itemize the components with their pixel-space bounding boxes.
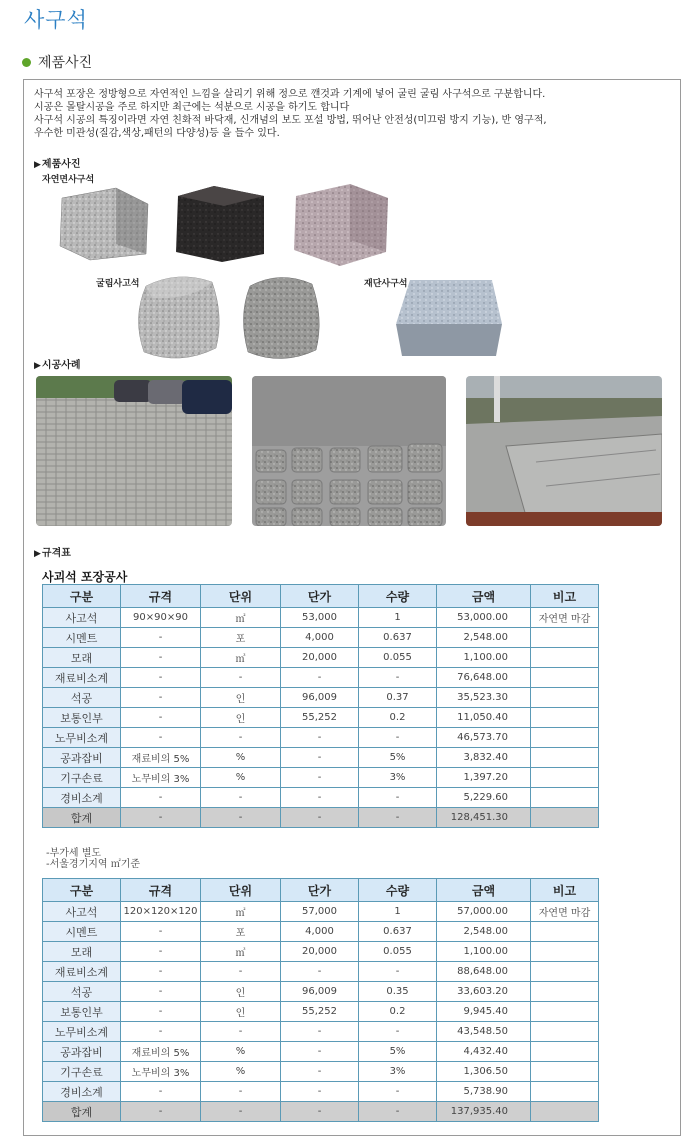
table-row xyxy=(43,982,599,1002)
table-cell: 사고석 xyxy=(43,608,121,628)
description-line: 사구석 시공의 특징이라면 자연 친화적 바닥재, 신개념의 보도 포설 방법, 뛰어난 안전성(미끄럼 방지 기능), 반 영구적, xyxy=(34,115,547,126)
table-cell xyxy=(531,788,599,808)
column-header: 비고 xyxy=(531,585,599,608)
table-cell: - xyxy=(281,1042,359,1062)
table-cell: - xyxy=(281,728,359,748)
table-cell: 3% xyxy=(359,1062,437,1082)
table-cell: 0.637 xyxy=(359,922,437,942)
table-cell: - xyxy=(359,728,437,748)
column-header: 수량 xyxy=(359,879,437,902)
table-cell: 137,935.40 xyxy=(437,1102,531,1122)
table-row xyxy=(43,788,599,808)
table-cell: 모래 xyxy=(43,942,121,962)
table-cell: 128,451.30 xyxy=(437,808,531,828)
column-header: 규격 xyxy=(121,585,201,608)
table-cell xyxy=(531,982,599,1002)
table-cell: 5,229.60 xyxy=(437,788,531,808)
table-cell: 경비소계 xyxy=(43,1082,121,1102)
table-cell xyxy=(531,708,599,728)
table-cell: - xyxy=(121,1082,201,1102)
table-cell xyxy=(531,1082,599,1102)
table-cell: 인 xyxy=(201,688,281,708)
table-cell: - xyxy=(201,1082,281,1102)
table-row xyxy=(43,902,599,922)
table-row xyxy=(43,728,599,748)
table-cell: 3,832.40 xyxy=(437,748,531,768)
table-cell: ㎡ xyxy=(201,902,281,922)
column-header: 단가 xyxy=(281,585,359,608)
table-cell: 0.055 xyxy=(359,942,437,962)
pink-cube-stone-image xyxy=(290,180,390,268)
table-row xyxy=(43,748,599,768)
table-cell: 0.35 xyxy=(359,982,437,1002)
table-cell: 20,000 xyxy=(281,648,359,668)
table-cell: - xyxy=(281,748,359,768)
table-row xyxy=(43,942,599,962)
table-row xyxy=(43,768,599,788)
table-cell: - xyxy=(121,728,201,748)
table-cell: 76,648.00 xyxy=(437,668,531,688)
table-cell: 인 xyxy=(201,982,281,1002)
table-cell: 자연면 마감 xyxy=(531,902,599,922)
table-cell: - xyxy=(121,688,201,708)
table-cell: - xyxy=(201,1022,281,1042)
table-cell: 공과잡비 xyxy=(43,748,121,768)
table-cell: 11,050.40 xyxy=(437,708,531,728)
table-cell: - xyxy=(121,788,201,808)
table-cell xyxy=(531,688,599,708)
table-cell: 기구손료 xyxy=(43,1062,121,1082)
table-cell: 1 xyxy=(359,902,437,922)
table-cell: 35,523.30 xyxy=(437,688,531,708)
note-line: -서울경기지역 ㎡기준 xyxy=(46,859,141,870)
table-cell: 노무비소계 xyxy=(43,728,121,748)
table-cell xyxy=(531,1102,599,1122)
section-title: 제품사진 xyxy=(38,55,93,71)
label-rolled-stone: 굴림사고석 xyxy=(96,279,140,289)
table-cell: % xyxy=(201,1042,281,1062)
table-cell: 0.2 xyxy=(359,1002,437,1022)
column-header: 단위 xyxy=(201,879,281,902)
table-cell: 2,548.00 xyxy=(437,628,531,648)
table-cell: 4,000 xyxy=(281,628,359,648)
table-cell xyxy=(531,748,599,768)
column-header: 단위 xyxy=(201,585,281,608)
table-cell: - xyxy=(359,668,437,688)
table-cell: 0.2 xyxy=(359,708,437,728)
column-header: 단가 xyxy=(281,879,359,902)
table-row xyxy=(43,1062,599,1082)
column-header: 구분 xyxy=(43,879,121,902)
table-row xyxy=(43,648,599,668)
table-cell xyxy=(531,1022,599,1042)
table-cell: - xyxy=(121,922,201,942)
subheading-photos: ▶제품사진 xyxy=(34,159,81,170)
table-cell xyxy=(531,668,599,688)
table-cell: - xyxy=(121,1002,201,1022)
table-cell: 53,000 xyxy=(281,608,359,628)
table-cell: 55,252 xyxy=(281,1002,359,1022)
table-cell: - xyxy=(281,768,359,788)
table-cell: - xyxy=(281,1082,359,1102)
table-cell: - xyxy=(121,942,201,962)
table-cell: - xyxy=(201,1102,281,1122)
section-heading xyxy=(22,52,92,72)
table-row xyxy=(43,1042,599,1062)
table-cell: - xyxy=(359,1102,437,1122)
notes xyxy=(46,848,140,870)
case-photo-plaza xyxy=(466,376,662,526)
table-cell: - xyxy=(121,668,201,688)
table-cell: 석공 xyxy=(43,982,121,1002)
table-cell: 공과잡비 xyxy=(43,1042,121,1062)
case-photo-closeup xyxy=(252,376,446,526)
table-cell: % xyxy=(201,768,281,788)
page-title: 사구석 xyxy=(24,8,88,32)
table-header-row xyxy=(43,879,599,902)
table-cell: 인 xyxy=(201,1002,281,1022)
table-row xyxy=(43,1002,599,1022)
table-cell: 53,000.00 xyxy=(437,608,531,628)
table-cell: ㎥ xyxy=(201,648,281,668)
table-cell: 인 xyxy=(201,708,281,728)
description-line: 사구석 포장은 정방형으로 자연적인 느낌을 살리기 위해 정으로 깬것과 기계에 넣어 굴린 굴림 사구석으로 구분합니다. xyxy=(34,89,546,100)
table-cell xyxy=(531,922,599,942)
table-cell: - xyxy=(121,982,201,1002)
cut-stone-image xyxy=(392,278,504,360)
spec-table-90 xyxy=(42,584,599,828)
table-cell: 88,648.00 xyxy=(437,962,531,982)
table-cell: - xyxy=(281,1022,359,1042)
table-row xyxy=(43,628,599,648)
table-cell xyxy=(531,728,599,748)
table-cell: - xyxy=(281,788,359,808)
table-cell: 5% xyxy=(359,1042,437,1062)
table-row xyxy=(43,708,599,728)
column-header: 비고 xyxy=(531,879,599,902)
note-line: -부가세 별도 xyxy=(46,848,102,859)
table-cell: 2,548.00 xyxy=(437,922,531,942)
table-row xyxy=(43,1102,599,1122)
table-cell: 사고석 xyxy=(43,902,121,922)
table-cell: 55,252 xyxy=(281,708,359,728)
table-cell: 경비소계 xyxy=(43,788,121,808)
column-header: 수량 xyxy=(359,585,437,608)
table-cell: - xyxy=(121,648,201,668)
table-cell: - xyxy=(201,788,281,808)
table-cell: 120×120×120 xyxy=(121,902,201,922)
column-header: 금액 xyxy=(437,879,531,902)
table-row xyxy=(43,1022,599,1042)
bullet-dot-icon xyxy=(22,58,31,67)
table-cell: 모래 xyxy=(43,648,121,668)
description xyxy=(34,88,669,140)
table-row xyxy=(43,962,599,982)
table-cell: - xyxy=(281,1102,359,1122)
table-cell: 합계 xyxy=(43,1102,121,1122)
table-row xyxy=(43,922,599,942)
table-cell: - xyxy=(359,962,437,982)
table-cell: - xyxy=(121,628,201,648)
table-cell: 보통인부 xyxy=(43,1002,121,1022)
table-cell: 0.37 xyxy=(359,688,437,708)
table-cell: 3% xyxy=(359,768,437,788)
table-header-row xyxy=(43,585,599,608)
table-cell: 재료비의 5% xyxy=(121,748,201,768)
table-cell: 석공 xyxy=(43,688,121,708)
table-row xyxy=(43,808,599,828)
table-cell xyxy=(531,942,599,962)
table-row xyxy=(43,608,599,628)
black-cube-stone-image xyxy=(174,184,266,262)
case-photo-parking-lot xyxy=(36,376,232,526)
subheading-spec: ▶규격표 xyxy=(34,548,71,559)
table-cell: - xyxy=(121,1102,201,1122)
subheading-cases: ▶시공사례 xyxy=(34,360,81,371)
table-cell: 기구손료 xyxy=(43,768,121,788)
triangle-bullet-icon: ▶ xyxy=(34,361,41,371)
table-cell: 시멘트 xyxy=(43,628,121,648)
table-cell: 20,000 xyxy=(281,942,359,962)
table-caption: 사괴석 포장공사 xyxy=(42,570,128,584)
content-box xyxy=(23,79,681,1136)
table-cell: - xyxy=(121,1022,201,1042)
natural-cube-stone-image xyxy=(58,184,150,262)
table-cell: 57,000 xyxy=(281,902,359,922)
table-cell: 46,573.70 xyxy=(437,728,531,748)
table-cell: 재료비의 5% xyxy=(121,1042,201,1062)
table-cell: 90×90×90 xyxy=(121,608,201,628)
table-cell: 노무비의 3% xyxy=(121,1062,201,1082)
table-cell: 자연면 마감 xyxy=(531,608,599,628)
table-row xyxy=(43,688,599,708)
table-cell xyxy=(531,1062,599,1082)
table-cell: 재료비소계 xyxy=(43,668,121,688)
table-cell: 1,397.20 xyxy=(437,768,531,788)
table-cell: 1 xyxy=(359,608,437,628)
label-cut-stone: 재단사구석 xyxy=(364,279,408,289)
triangle-bullet-icon: ▶ xyxy=(34,160,41,170)
table-cell: 합계 xyxy=(43,808,121,828)
table-cell: - xyxy=(281,962,359,982)
table-cell: - xyxy=(281,808,359,828)
table-cell xyxy=(531,1042,599,1062)
table-cell: - xyxy=(201,728,281,748)
table-cell: - xyxy=(281,1062,359,1082)
description-line: 시공은 몰탈시공을 주로 하지만 최근에는 석분으로 시공을 하기도 합니다 xyxy=(34,102,350,113)
table-cell: 보통인부 xyxy=(43,708,121,728)
table-cell: 0.055 xyxy=(359,648,437,668)
column-header: 구분 xyxy=(43,585,121,608)
table-cell: 포 xyxy=(201,922,281,942)
table-cell xyxy=(531,628,599,648)
table-cell: 96,009 xyxy=(281,688,359,708)
table-cell: 재료비소계 xyxy=(43,962,121,982)
label-natural-stone: 자연면사구석 xyxy=(42,175,95,185)
table-cell: 1,306.50 xyxy=(437,1062,531,1082)
table-cell: - xyxy=(201,808,281,828)
table-cell: 57,000.00 xyxy=(437,902,531,922)
rolled-gray-stone-image xyxy=(238,268,324,366)
table-cell: - xyxy=(359,1022,437,1042)
table-cell: 시멘트 xyxy=(43,922,121,942)
table-cell: 노무비의 3% xyxy=(121,768,201,788)
table-cell: - xyxy=(359,1082,437,1102)
table-cell: 4,000 xyxy=(281,922,359,942)
table-cell: - xyxy=(359,808,437,828)
table-cell xyxy=(531,768,599,788)
table-cell: - xyxy=(201,668,281,688)
column-header: 규격 xyxy=(121,879,201,902)
table-cell: - xyxy=(281,668,359,688)
table-cell: - xyxy=(201,962,281,982)
table-cell: 5,738.90 xyxy=(437,1082,531,1102)
table-cell xyxy=(531,808,599,828)
table-cell: % xyxy=(201,748,281,768)
table-cell: 5% xyxy=(359,748,437,768)
table-cell xyxy=(531,962,599,982)
table-cell: - xyxy=(121,808,201,828)
table-cell xyxy=(531,1002,599,1022)
table-cell: ㎥ xyxy=(201,942,281,962)
table-cell: ㎡ xyxy=(201,608,281,628)
table-cell: - xyxy=(359,788,437,808)
table-cell xyxy=(531,648,599,668)
rolled-light-stone-image xyxy=(132,268,224,366)
triangle-bullet-icon: ▶ xyxy=(34,549,41,559)
table-cell: - xyxy=(121,962,201,982)
spec-table-120 xyxy=(42,878,599,1122)
table-cell: 포 xyxy=(201,628,281,648)
table-cell: 33,603.20 xyxy=(437,982,531,1002)
table-row xyxy=(43,1082,599,1102)
table-cell: 43,548.50 xyxy=(437,1022,531,1042)
table-cell: 9,945.40 xyxy=(437,1002,531,1022)
table-cell: 1,100.00 xyxy=(437,648,531,668)
table-cell: 0.637 xyxy=(359,628,437,648)
table-cell: 96,009 xyxy=(281,982,359,1002)
table-cell: - xyxy=(121,708,201,728)
table-cell: 4,432.40 xyxy=(437,1042,531,1062)
column-header: 금액 xyxy=(437,585,531,608)
table-cell: 노무비소계 xyxy=(43,1022,121,1042)
description-line: 우수한 미관성(질감,색상,패턴의 다양성)등 을 들수 있다. xyxy=(34,128,280,139)
table-row xyxy=(43,668,599,688)
table-cell: 1,100.00 xyxy=(437,942,531,962)
table-cell: % xyxy=(201,1062,281,1082)
